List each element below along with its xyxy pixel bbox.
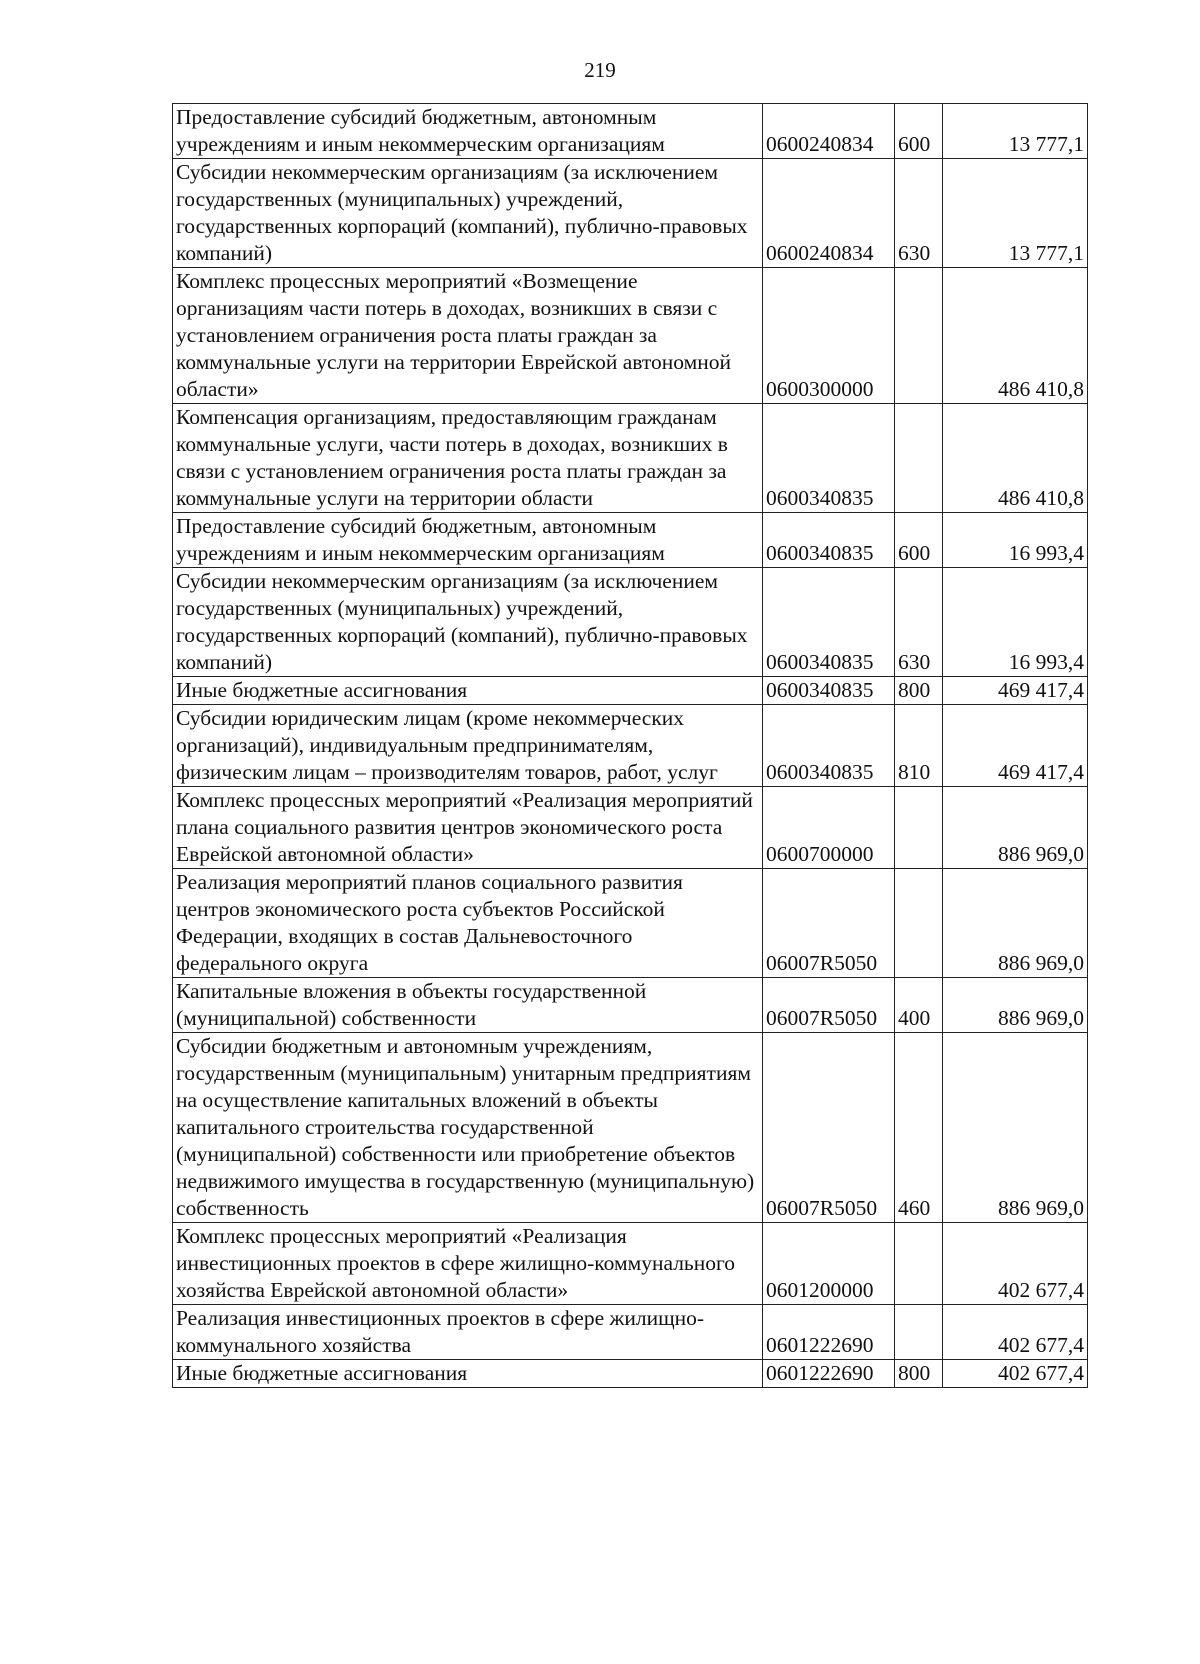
row-code-cell: 0600240834 <box>763 104 895 159</box>
row-type-cell: 600 <box>895 104 943 159</box>
row-name-cell: Реализация мероприятий планов социального развития центров экономического роста субъектов Российской Федерации, входящих в состав Дальневосточного федерального округа <box>173 869 763 978</box>
row-name-cell: Субсидии юридическим лицам (кроме некоммерческих организаций), индивидуальным предпринимателям, физическим лицам – производителям товаров, работ, услуг <box>173 705 763 787</box>
row-code-cell: 06007R5050 <box>763 978 895 1033</box>
table-row <box>173 869 1088 978</box>
row-name-cell: Субсидии некоммерческим организациям (за исключением государственных (муниципальных) учреждений, государственных корпораций (компаний), публично-правовых компаний) <box>173 159 763 268</box>
row-sum-cell: 402 677,4 <box>943 1360 1088 1388</box>
row-type-cell: 600 <box>895 513 943 568</box>
table-row <box>173 513 1088 568</box>
row-sum-cell: 469 417,4 <box>943 677 1088 705</box>
budget-table <box>172 103 1088 1388</box>
table-row <box>173 104 1088 159</box>
row-name-cell: Компенсация организациям, предоставляющим гражданам коммунальные услуги, части потерь в доходах, возникших в связи с установлением ограничения роста платы граждан за коммунальные услуги на территории области <box>173 404 763 513</box>
row-sum-cell: 886 969,0 <box>943 869 1088 978</box>
row-name-cell: Субсидии некоммерческим организациям (за исключением государственных (муниципальных) учреждений, государственных корпораций (компаний), публично-правовых компаний) <box>173 568 763 677</box>
budget-table-body <box>173 104 1088 1388</box>
row-code-cell: 06007R5050 <box>763 869 895 978</box>
row-code-cell: 0600340835 <box>763 404 895 513</box>
row-sum-cell: 16 993,4 <box>943 568 1088 677</box>
row-type-cell: 810 <box>895 705 943 787</box>
row-name-cell: Комплекс процессных мероприятий «Возмещение организациям части потерь в доходах, возникших в связи с установлением ограничения роста платы граждан за коммунальные услуги на территории Еврейской автономной области» <box>173 268 763 404</box>
row-sum-cell: 13 777,1 <box>943 159 1088 268</box>
row-name-cell: Капитальные вложения в объекты государственной (муниципальной) собственности <box>173 978 763 1033</box>
row-code-cell: 0600340835 <box>763 513 895 568</box>
row-name-cell: Предоставление субсидий бюджетным, автономным учреждениям и иным некоммерческим организациям <box>173 513 763 568</box>
row-sum-cell: 469 417,4 <box>943 705 1088 787</box>
row-name-cell: Субсидии бюджетным и автономным учреждениям, государственным (муниципальным) унитарным предприятиям на осуществление капитальных вложений в объекты капитального строительства государственной (муниципальной) собственности или приобретение объектов недвижимого имущества в государственную (муниципальную) собственность <box>173 1033 763 1223</box>
table-row <box>173 1033 1088 1223</box>
row-name-cell: Реализация инвестиционных проектов в сфере жилищно-коммунального хозяйства <box>173 1305 763 1360</box>
row-code-cell: 0600340835 <box>763 677 895 705</box>
row-code-cell: 0600340835 <box>763 568 895 677</box>
table-row <box>173 1360 1088 1388</box>
table-row <box>173 568 1088 677</box>
row-type-cell <box>895 268 943 404</box>
row-code-cell: 0600240834 <box>763 159 895 268</box>
table-row <box>173 705 1088 787</box>
table-row <box>173 404 1088 513</box>
row-code-cell: 06007R5050 <box>763 1033 895 1223</box>
row-sum-cell: 16 993,4 <box>943 513 1088 568</box>
row-code-cell: 0601200000 <box>763 1223 895 1305</box>
table-row <box>173 1305 1088 1360</box>
row-name-cell: Комплекс процессных мероприятий «Реализация инвестиционных проектов в сфере жилищно-коммунального хозяйства Еврейской автономной области» <box>173 1223 763 1305</box>
row-sum-cell: 486 410,8 <box>943 268 1088 404</box>
table-row <box>173 787 1088 869</box>
row-type-cell: 400 <box>895 978 943 1033</box>
row-code-cell: 0600300000 <box>763 268 895 404</box>
table-row <box>173 159 1088 268</box>
row-type-cell: 800 <box>895 677 943 705</box>
row-name-cell: Комплекс процессных мероприятий «Реализация мероприятий плана социального развития центров экономического роста Еврейской автономной области» <box>173 787 763 869</box>
row-sum-cell: 402 677,4 <box>943 1223 1088 1305</box>
table-row <box>173 1223 1088 1305</box>
row-sum-cell: 13 777,1 <box>943 104 1088 159</box>
row-type-cell <box>895 1305 943 1360</box>
row-type-cell: 460 <box>895 1033 943 1223</box>
row-name-cell: Иные бюджетные ассигнования <box>173 677 763 705</box>
row-type-cell: 630 <box>895 568 943 677</box>
row-name-cell: Иные бюджетные ассигнования <box>173 1360 763 1388</box>
row-type-cell <box>895 787 943 869</box>
row-code-cell: 0601222690 <box>763 1305 895 1360</box>
row-sum-cell: 402 677,4 <box>943 1305 1088 1360</box>
table-row <box>173 978 1088 1033</box>
row-code-cell: 0601222690 <box>763 1360 895 1388</box>
page-number: 219 <box>584 58 616 82</box>
row-type-cell: 800 <box>895 1360 943 1388</box>
row-sum-cell: 486 410,8 <box>943 404 1088 513</box>
row-type-cell: 630 <box>895 159 943 268</box>
row-type-cell <box>895 1223 943 1305</box>
row-name-cell: Предоставление субсидий бюджетным, автономным учреждениям и иным некоммерческим организациям <box>173 104 763 159</box>
row-sum-cell: 886 969,0 <box>943 1033 1088 1223</box>
row-code-cell: 0600340835 <box>763 705 895 787</box>
row-type-cell <box>895 404 943 513</box>
table-row <box>173 677 1088 705</box>
row-code-cell: 0600700000 <box>763 787 895 869</box>
table-row <box>173 268 1088 404</box>
row-sum-cell: 886 969,0 <box>943 978 1088 1033</box>
row-type-cell <box>895 869 943 978</box>
row-sum-cell: 886 969,0 <box>943 787 1088 869</box>
